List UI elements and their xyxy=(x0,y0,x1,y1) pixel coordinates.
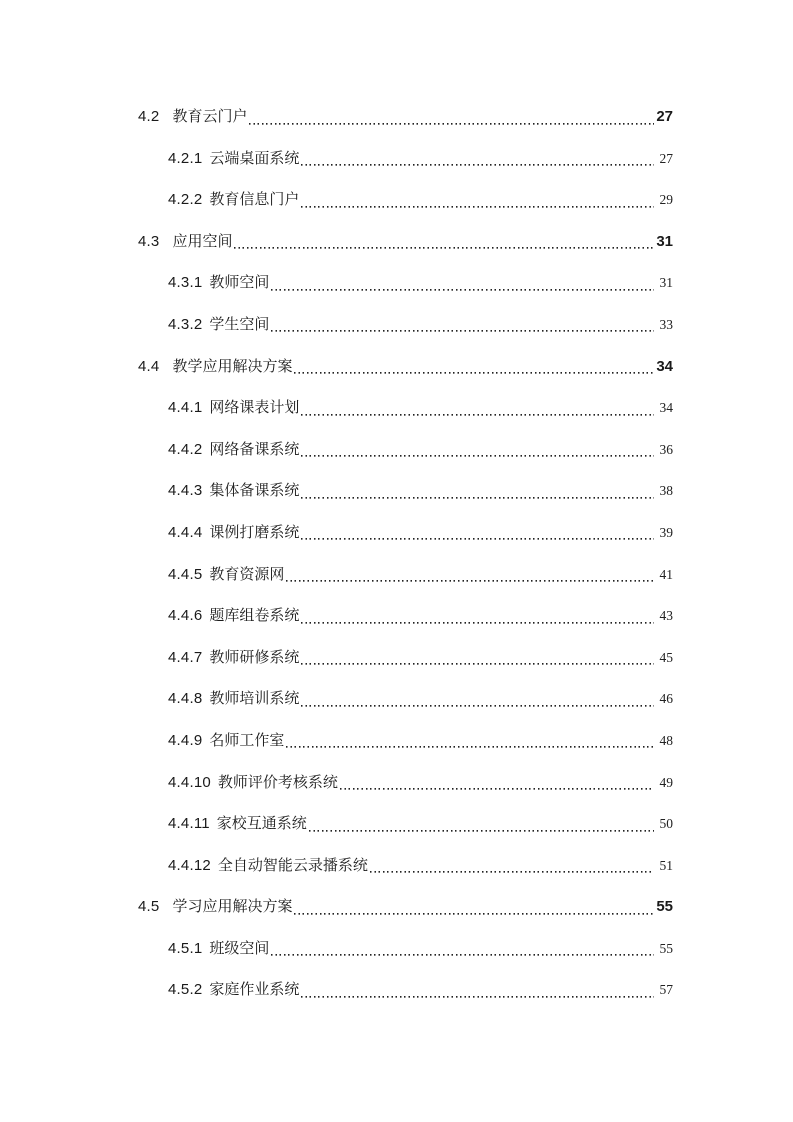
toc-page-number: 55 xyxy=(659,940,673,956)
toc-entry-number: 4.4.10 xyxy=(168,773,211,791)
toc-entry-number: 4.4.7 xyxy=(168,648,203,666)
toc-entry-title: 名师工作室 xyxy=(209,731,285,749)
toc-entry[interactable] xyxy=(138,480,673,522)
toc-entry[interactable] xyxy=(138,938,673,980)
toc-entry-title: 教育云门户 xyxy=(172,108,248,125)
toc-page-number: 49 xyxy=(659,774,673,790)
toc-entry[interactable] xyxy=(138,772,673,814)
toc-entry-title: 应用空间 xyxy=(172,232,233,250)
toc-page-number: 46 xyxy=(659,691,673,707)
toc-page-number: 57 xyxy=(659,982,673,998)
toc-page-number: 39 xyxy=(659,524,673,540)
toc-entry-number: 4.3 xyxy=(138,232,160,250)
dot-leader xyxy=(301,979,653,1001)
toc-entry[interactable] xyxy=(138,356,673,398)
toc-entry-title: 教师培训系统 xyxy=(209,690,300,708)
dot-leader xyxy=(301,439,653,461)
toc-entry-number: 4.4.12 xyxy=(168,856,211,874)
toc-entry-number: 4.2.2 xyxy=(168,191,203,209)
toc-page-number: 31 xyxy=(659,275,673,291)
toc-entry[interactable] xyxy=(138,272,673,314)
table-of-contents xyxy=(138,106,673,1021)
toc-entry[interactable] xyxy=(138,439,673,481)
dot-leader xyxy=(271,314,653,336)
toc-entry-title: 教育资源网 xyxy=(209,565,285,583)
dot-leader xyxy=(370,855,654,877)
toc-entry-title: 集体备课系统 xyxy=(209,482,300,500)
toc-entry[interactable] xyxy=(138,522,673,564)
toc-entry[interactable] xyxy=(138,397,673,439)
toc-page-number: 27 xyxy=(659,150,673,166)
toc-entry-title: 全自动智能云录播系统 xyxy=(217,856,368,874)
toc-page-number: 45 xyxy=(659,649,673,665)
dot-leader xyxy=(301,605,653,627)
dot-leader xyxy=(301,189,653,211)
toc-entry-number: 4.5.1 xyxy=(168,939,203,957)
toc-page-number: 27 xyxy=(656,108,673,125)
toc-entry-number: 4.5 xyxy=(138,898,160,916)
toc-entry-title: 课例打磨系统 xyxy=(209,523,300,541)
toc-entry-number: 4.2.1 xyxy=(168,149,203,167)
toc-entry[interactable] xyxy=(138,564,673,606)
toc-entry-number: 4.4 xyxy=(138,357,160,375)
toc-entry-title: 教师评价考核系统 xyxy=(217,773,338,791)
toc-entry[interactable] xyxy=(138,314,673,356)
dot-leader xyxy=(286,730,653,752)
toc-entry-number: 4.4.11 xyxy=(168,815,210,833)
toc-page-number: 43 xyxy=(659,608,673,624)
toc-entry[interactable] xyxy=(138,605,673,647)
toc-page-number: 38 xyxy=(659,483,673,499)
toc-entry-title: 网络课表计划 xyxy=(209,399,300,417)
toc-entry-title: 教师研修系统 xyxy=(209,648,300,666)
dot-leader xyxy=(301,647,653,669)
toc-entry-number: 4.4.5 xyxy=(168,565,203,583)
toc-entry-title: 网络备课系统 xyxy=(209,440,300,458)
toc-entry-number: 4.4.8 xyxy=(168,690,203,708)
dot-leader xyxy=(234,231,654,253)
toc-entry-number: 4.2 xyxy=(138,108,160,125)
toc-page-number: 29 xyxy=(659,192,673,208)
toc-entry[interactable] xyxy=(138,896,673,938)
toc-entry-title: 教育信息门户 xyxy=(209,191,300,209)
toc-entry[interactable] xyxy=(138,647,673,689)
toc-entry-number: 4.4.3 xyxy=(168,482,203,500)
toc-entry-title: 家庭作业系统 xyxy=(209,981,300,999)
dot-leader xyxy=(301,148,653,170)
toc-entry-title: 学习应用解决方案 xyxy=(172,898,293,916)
toc-entry-number: 4.4.6 xyxy=(168,607,203,625)
dot-leader xyxy=(340,772,654,794)
toc-page-number: 41 xyxy=(659,566,673,582)
toc-entry[interactable] xyxy=(138,231,673,273)
toc-entry-title: 题库组卷系统 xyxy=(209,607,300,625)
toc-entry-number: 4.4.2 xyxy=(168,440,203,458)
toc-page-number: 36 xyxy=(659,441,673,457)
toc-page-number: 55 xyxy=(656,898,673,916)
toc-entry-number: 4.4.4 xyxy=(168,523,203,541)
toc-entry[interactable] xyxy=(138,813,673,855)
toc-entry-number: 4.3.2 xyxy=(168,315,203,333)
toc-page-number: 48 xyxy=(659,732,673,748)
toc-entry-title: 教师空间 xyxy=(209,274,270,292)
dot-leader xyxy=(309,813,654,835)
toc-page-number: 34 xyxy=(656,357,673,375)
toc-entry[interactable] xyxy=(138,106,673,148)
toc-entry[interactable] xyxy=(138,855,673,897)
toc-entry-title: 家校互通系统 xyxy=(216,815,307,833)
dot-leader xyxy=(294,356,654,378)
toc-page-number: 50 xyxy=(659,816,673,832)
dot-leader xyxy=(271,272,653,294)
toc-entry[interactable] xyxy=(138,979,673,1021)
dot-leader xyxy=(301,688,653,710)
toc-entry-number: 4.3.1 xyxy=(168,274,203,292)
toc-entry-number: 4.4.9 xyxy=(168,731,203,749)
toc-entry-number: 4.4.1 xyxy=(168,399,203,417)
toc-entry-title: 教学应用解决方案 xyxy=(172,357,293,375)
toc-entry-title: 云端桌面系统 xyxy=(209,149,300,167)
toc-page-number: 33 xyxy=(659,316,673,332)
dot-leader xyxy=(301,397,653,419)
dot-leader xyxy=(249,106,654,128)
toc-entry-number: 4.5.2 xyxy=(168,981,203,999)
toc-entry[interactable] xyxy=(138,189,673,231)
dot-leader xyxy=(301,522,653,544)
toc-entry-title: 班级空间 xyxy=(209,939,270,957)
toc-entry[interactable] xyxy=(138,730,673,772)
toc-entry-title: 学生空间 xyxy=(209,315,270,333)
toc-page-number: 31 xyxy=(656,232,673,250)
toc-entry[interactable] xyxy=(138,148,673,190)
toc-page-number: 51 xyxy=(659,857,673,873)
dot-leader xyxy=(271,938,653,960)
dot-leader xyxy=(286,564,653,586)
dot-leader xyxy=(294,896,654,918)
toc-entry[interactable] xyxy=(138,688,673,730)
toc-page-number: 34 xyxy=(659,400,673,416)
dot-leader xyxy=(301,480,653,502)
